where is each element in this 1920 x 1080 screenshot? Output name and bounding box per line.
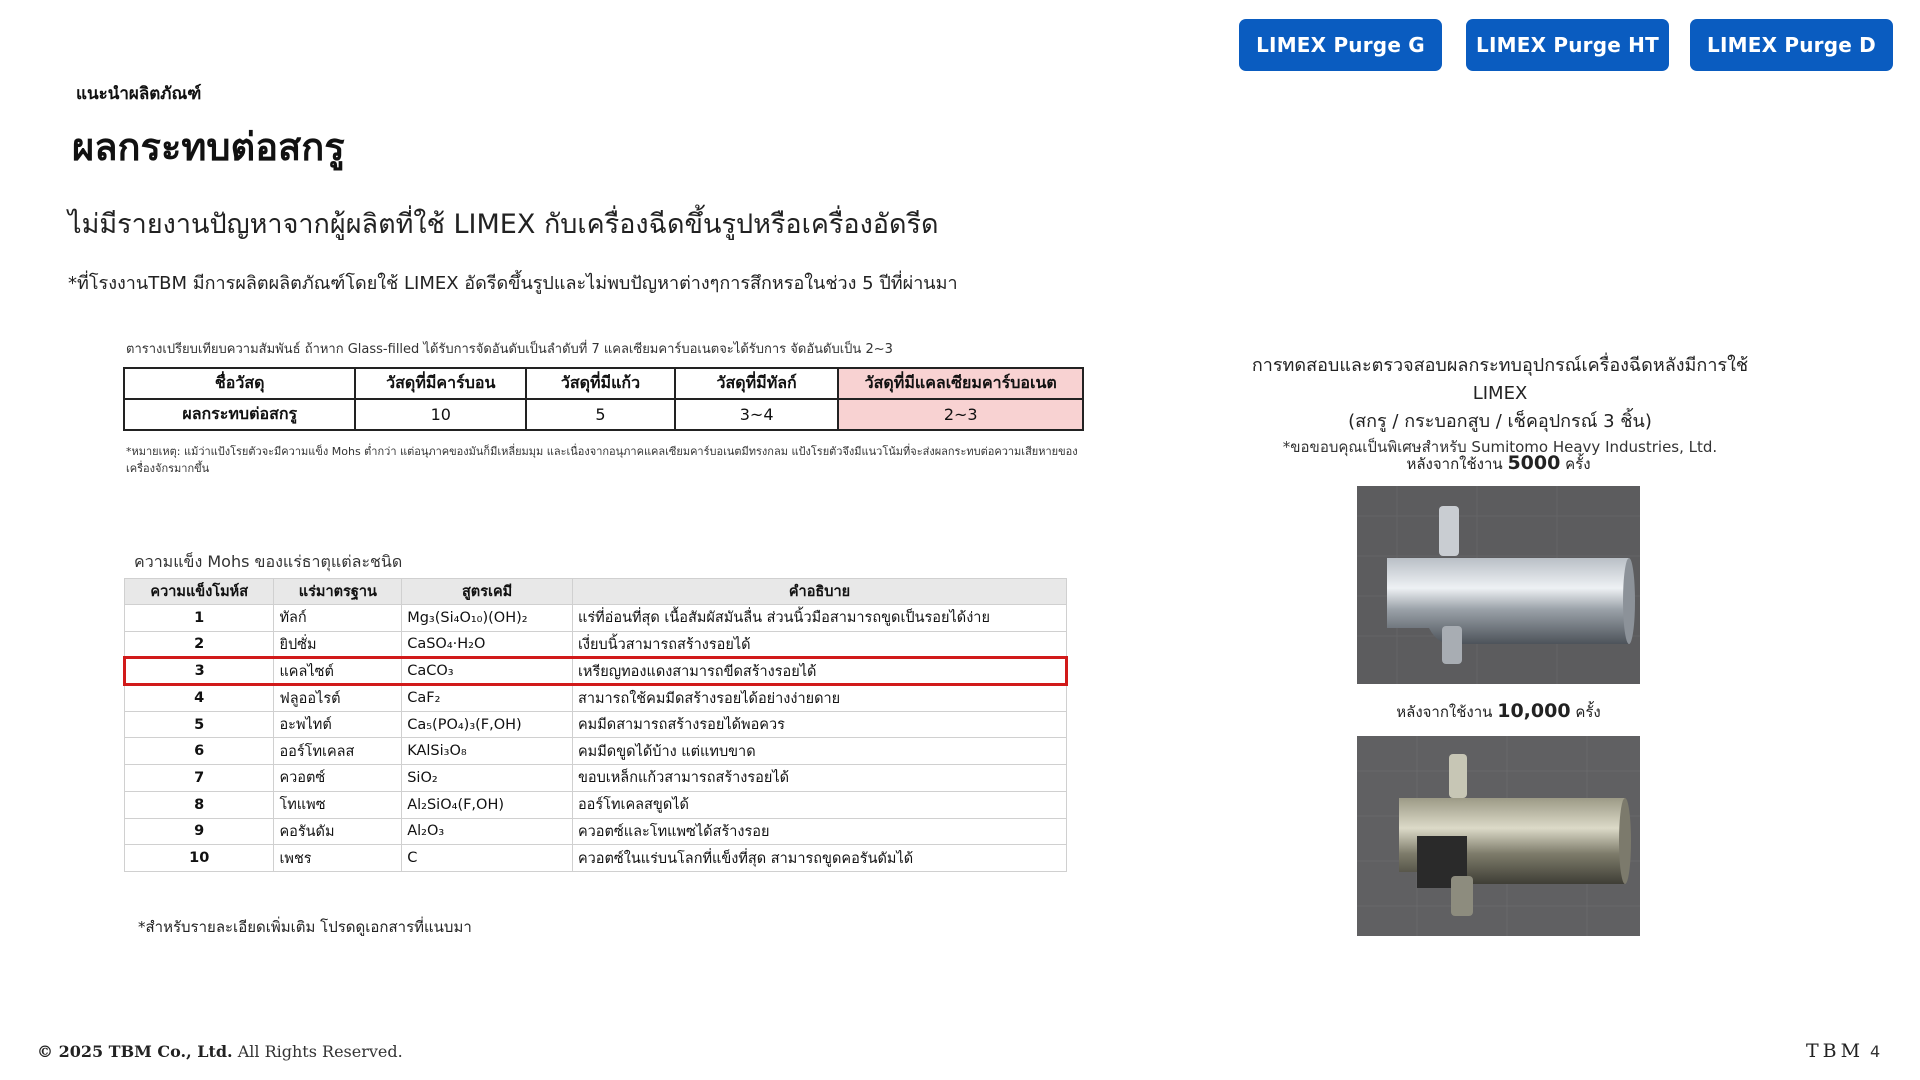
mohs-formula: SiO₂ bbox=[402, 765, 573, 792]
test-caption-thanks: *ขอขอบคุณเป็นพิเศษสำหรับ Sumitomo Heavy Industries, Ltd. bbox=[1282, 438, 1718, 456]
page-number: 4 bbox=[1870, 1042, 1881, 1061]
copyright-company: © 2025 TBM Co., Ltd. bbox=[37, 1042, 233, 1061]
mohs-mineral: คอรันดัม bbox=[274, 818, 402, 845]
mohs-mineral: โทแพซ bbox=[274, 791, 402, 818]
table-row bbox=[125, 711, 1067, 738]
image-label-prefix: หลังจากใช้งาน bbox=[1396, 703, 1493, 721]
company-logo: TBM bbox=[1806, 1040, 1865, 1062]
mohs-formula: Al₂SiO₄(F,OH) bbox=[402, 791, 573, 818]
comparison-row-label: ผลกระทบต่อสกรู bbox=[124, 399, 355, 430]
mohs-table bbox=[123, 578, 1068, 872]
table-row bbox=[125, 845, 1067, 872]
page-title: ผลกระทบต่อสกรู bbox=[72, 124, 345, 169]
mohs-header-cell: ความแข็งโมห์ส bbox=[125, 579, 274, 605]
mohs-hardness: 10 bbox=[125, 845, 274, 872]
mohs-hardness: 2 bbox=[125, 631, 274, 658]
table-row bbox=[125, 738, 1067, 765]
screw-photo-5000 bbox=[1357, 486, 1640, 684]
comparison-cell-highlight: 2~3 bbox=[838, 399, 1083, 430]
mohs-formula: C bbox=[402, 845, 573, 872]
mohs-formula: CaSO₄·H₂O bbox=[402, 631, 573, 658]
screw-photo-10000 bbox=[1357, 736, 1640, 936]
mohs-hardness: 4 bbox=[125, 685, 274, 712]
comparison-header-cell: วัสดุที่มีแก้ว bbox=[526, 368, 675, 399]
mohs-formula: KAlSi₃O₈ bbox=[402, 738, 573, 765]
more-info-note: *สำหรับรายละเอียดเพิ่มเติม โปรดดูเอกสารที่แนบมา bbox=[138, 918, 472, 936]
mohs-description: สามารถใช้คมมีดสร้างรอยได้อย่างง่ายดาย bbox=[572, 685, 1066, 712]
test-caption-line1: การทดสอบและตรวจสอบผลกระทบอุปกรณ์เครื่องฉีดหลังมีการใช้ LIMEX bbox=[1251, 355, 1749, 404]
mohs-mineral: อะพไทต์ bbox=[274, 711, 402, 738]
comparison-cell: 10 bbox=[355, 399, 526, 430]
mohs-description: ควอตซ์ในแร่บนโลกที่แข็งที่สุด สามารถขูดคอรันดัมได้ bbox=[572, 845, 1066, 872]
table-row bbox=[125, 791, 1067, 818]
mohs-mineral: แคลไซต์ bbox=[274, 658, 402, 685]
table-row bbox=[125, 605, 1067, 632]
comparison-header-cell: วัสดุที่มีทัลก์ bbox=[675, 368, 839, 399]
mohs-hardness: 5 bbox=[125, 711, 274, 738]
mohs-hardness: 1 bbox=[125, 605, 274, 632]
comparison-header-cell-highlight: วัสดุที่มีแคลเซียมคาร์บอเนต bbox=[838, 368, 1083, 399]
copyright bbox=[37, 1042, 403, 1061]
mohs-description: คมมีดขูดได้บ้าง แต่แทบขาด bbox=[572, 738, 1066, 765]
mohs-hardness: 8 bbox=[125, 791, 274, 818]
mohs-header-row bbox=[125, 579, 1067, 605]
test-caption bbox=[1240, 352, 1760, 458]
image-label-5000 bbox=[1357, 452, 1640, 476]
page-subtitle: ไม่มีรายงานปัญหาจากผู้ผลิตที่ใช้ LIMEX กับเครื่องฉีดขึ้นรูปหรือเครื่องอัดรีด bbox=[68, 209, 939, 240]
comparison-header-cell: ชื่อวัสดุ bbox=[124, 368, 355, 399]
mohs-hardness: 9 bbox=[125, 818, 274, 845]
tab-limex-purge-ht[interactable]: LIMEX Purge HT bbox=[1466, 19, 1669, 71]
tab-limex-purge-d[interactable]: LIMEX Purge D bbox=[1690, 19, 1893, 71]
mohs-hardness: 3 bbox=[125, 658, 274, 685]
mohs-mineral: ออร์โทเคลส bbox=[274, 738, 402, 765]
image-label-suffix: ครั้ง bbox=[1575, 703, 1601, 721]
image-label-count: 10,000 bbox=[1497, 700, 1571, 722]
mohs-description: ขอบเหล็กแก้วสามารถสร้างรอยได้ bbox=[572, 765, 1066, 792]
test-caption-line2: (สกรู / กระบอกสูบ / เช็คอุปกรณ์ 3 ชิ้น) bbox=[1348, 411, 1652, 432]
mohs-mineral: ควอตซ์ bbox=[274, 765, 402, 792]
mohs-mineral: เพชร bbox=[274, 845, 402, 872]
comparison-table bbox=[123, 367, 1084, 431]
mohs-description: ออร์โทเคลสขูดได้ bbox=[572, 791, 1066, 818]
mohs-formula: Ca₅(PO₄)₃(F,OH) bbox=[402, 711, 573, 738]
factory-note: *ที่โรงงานTBM มีการผลิตผลิตภัณฑ์โดยใช้ LIMEX อัดรีดขึ้นรูปและไม่พบปัญหาต่างๆการสึกหรอในช่วง 5 ปีที่ผ่านมา bbox=[68, 273, 958, 294]
image-label-suffix: ครั้ง bbox=[1565, 455, 1591, 473]
comparison-header-cell: วัสดุที่มีคาร์บอน bbox=[355, 368, 526, 399]
table-row bbox=[125, 818, 1067, 845]
mohs-formula: Mg₃(Si₄O₁₀)(OH)₂ bbox=[402, 605, 573, 632]
mohs-description: แร่ที่อ่อนที่สุด เนื้อสัมผัสมันลื่น ส่วนนิ้วมือสามารถขูดเป็นรอยได้ง่าย bbox=[572, 605, 1066, 632]
tab-limex-purge-g[interactable]: LIMEX Purge G bbox=[1239, 19, 1442, 71]
mohs-caption: ความแข็ง Mohs ของแร่ธาตุแต่ละชนิด bbox=[134, 552, 403, 571]
table-row bbox=[125, 765, 1067, 792]
comparison-data-row bbox=[124, 399, 1083, 430]
mohs-header-cell: สูตรเคมี bbox=[402, 579, 573, 605]
section-eyebrow: แนะนำผลิตภัณฑ์ bbox=[76, 84, 202, 104]
image-label-count: 5000 bbox=[1507, 452, 1561, 474]
mohs-header-cell: แร่มาตรฐาน bbox=[274, 579, 402, 605]
mohs-mineral: ฟลูออไรต์ bbox=[274, 685, 402, 712]
mohs-header-cell: คำอธิบาย bbox=[572, 579, 1066, 605]
comparison-header-row bbox=[124, 368, 1083, 399]
comparison-cell: 5 bbox=[526, 399, 675, 430]
mohs-description: คมมีดสามารถสร้างรอยได้พอควร bbox=[572, 711, 1066, 738]
mohs-formula: Al₂O₃ bbox=[402, 818, 573, 845]
comparison-cell: 3~4 bbox=[675, 399, 839, 430]
mohs-description: ควอตซ์และโทแพซได้สร้างรอย bbox=[572, 818, 1066, 845]
comparison-caption: ตารางเปรียบเทียบความสัมพันธ์ ถ้าหาก Glass-filled ได้รับการจัดอันดับเป็นลำดับที่ 7 แคลเซียมคาร์บอเนตจะได้รับการ จัดอันดับเป็น 2~3 bbox=[126, 342, 893, 357]
table-row-highlighted bbox=[125, 658, 1067, 685]
mohs-description: เหรียญทองแดงสามารถขีดสร้างรอยได้ bbox=[572, 658, 1066, 685]
mohs-description: เงี่ยบนิ้วสามารถสร้างรอยได้ bbox=[572, 631, 1066, 658]
mohs-mineral: ยิปซั่ม bbox=[274, 631, 402, 658]
image-label-prefix: หลังจากใช้งาน bbox=[1406, 455, 1503, 473]
mohs-formula: CaF₂ bbox=[402, 685, 573, 712]
mohs-hardness: 7 bbox=[125, 765, 274, 792]
mohs-hardness: 6 bbox=[125, 738, 274, 765]
mohs-mineral: ทัลก์ bbox=[274, 605, 402, 632]
copyright-rights: All Rights Reserved. bbox=[237, 1042, 403, 1061]
mohs-formula: CaCO₃ bbox=[402, 658, 573, 685]
table-row bbox=[125, 631, 1067, 658]
comparison-footnote: *หมายเหตุ: แม้ว่าแป้งโรยตัวจะมีความแข็ง Mohs ต่ำกว่า แต่อนุภาคของมันก็มีเหลี่ยมมุม และเนื่องจากอนุภาคแคลเซียมคาร์บอเนตมีทรงกลม แป้งโรยตัวจึงมีแนวโน้มที่จะส่งผลกระทบต่อความเสียหายของเครื่องจักรมากขึ้น bbox=[126, 445, 1078, 475]
image-label-10000 bbox=[1357, 700, 1640, 724]
table-row bbox=[125, 685, 1067, 712]
